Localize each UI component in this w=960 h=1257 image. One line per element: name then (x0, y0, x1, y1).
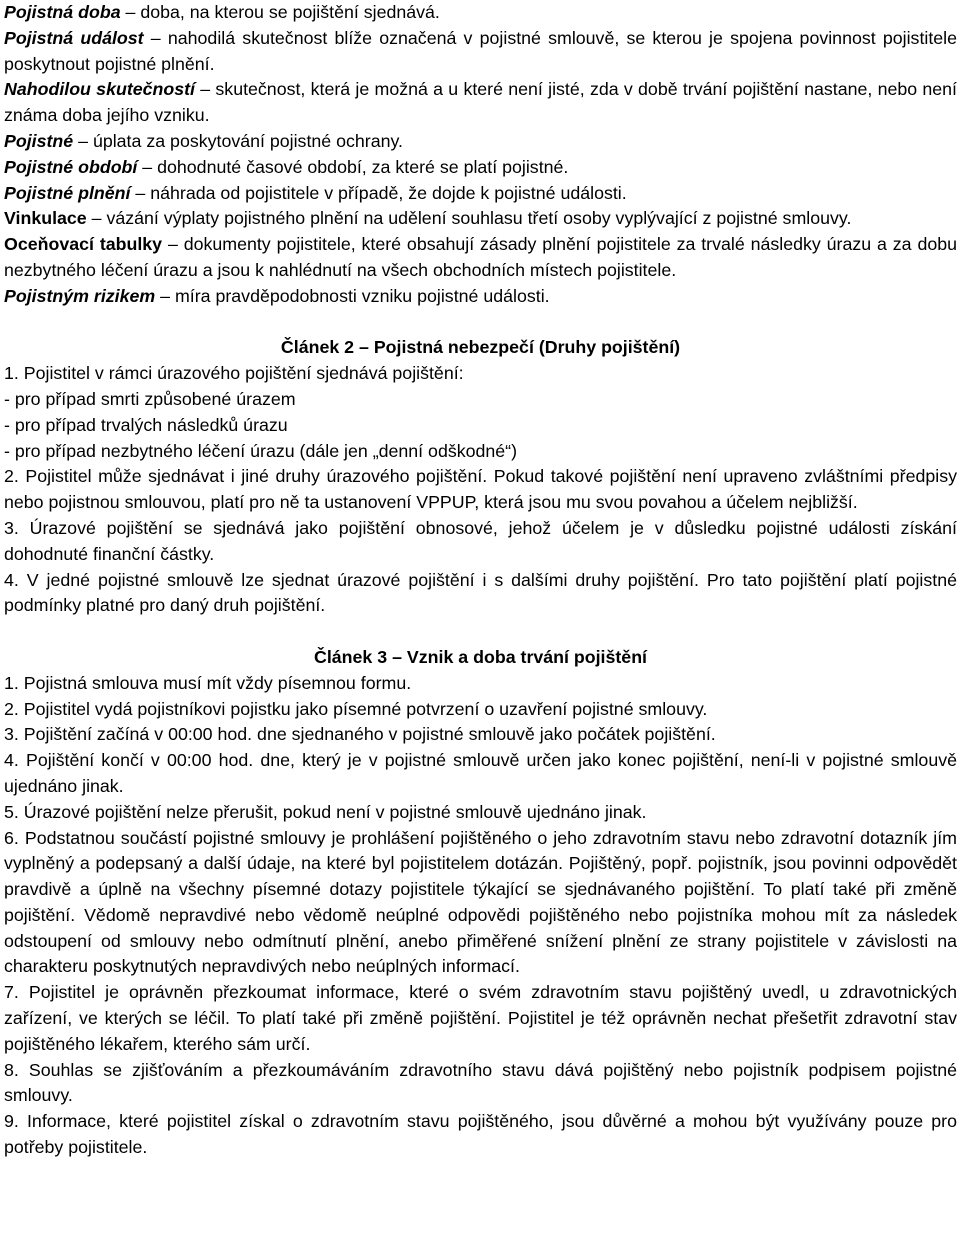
definition-item (4, 129, 957, 155)
article-paragraph: 7. Pojistitel je oprávněn přezkoumat informace, které o svém zdravotním stavu pojištěný uvedl, u zdravotnických zařízení, ve kterých se léčil. To platí také při změně pojištění. Pojistitel je též oprávněn nechat přešetřit zdravotní stav pojištěného lékařem, kterého sám určí. (4, 982, 957, 1054)
definition-item (4, 155, 957, 181)
definition-item (4, 206, 957, 232)
definition-text: – dohodnuté časové období, za které se platí pojistné. (137, 156, 569, 177)
definition-text: – náhrada od pojistitele v případě, že dojde k pojistné události. (130, 182, 627, 203)
article-paragraph: 9. Informace, které pojistitel získal o zdravotním stavu pojištěného, jsou důvěrné a mohou být využívány pouze pro potřeby pojistitele. (4, 1111, 957, 1158)
article-paragraph: 4. V jedné pojistné smlouvě lze sjednat úrazové pojištění i s dalšími druhy pojištění. Pro tato pojištění platí pojistné podmínky platné pro daný druh pojištění. (4, 569, 957, 616)
definition-item (4, 77, 957, 129)
article-paragraph: 2. Pojistitel může sjednávat i jiné druhy úrazového pojištění. Pokud takové pojištění není upraveno zvláštními předpisy nebo pojistnou smlouvou, platí pro ně ta ustanovení VPPUP, která jsou mu svou povahou a účelem nejbližší. (4, 466, 957, 513)
article-paragraph: 6. Podstatnou součástí pojistné smlouvy je prohlášení pojištěného o jeho zdravotním stavu nebo zdravotní dotazník jím vyplněný a podepsaný a další údaje, na které byl pojistitelem dotázán. Pojištěný, popř. pojistník, jsou povinni odpovědět pravdivě a úplně na všechny písemné dotazy pojistitele týkající se sjednávaného pojištění. To platí také při změně pojištění. Vědomě nepravdivé nebo vědomě neúplné odpovědi pojištěného nebo pojistníka mohou mít za následek odstoupení od smlouvy nebo odmítnutí plnění, anebo přiměřené snížení plnění ze strany pojistitele v závislosti na charakteru poskytnutých nepravdivých nebo neúplných informací. (4, 827, 957, 977)
definition-term: Pojistné (4, 130, 74, 151)
article-3-section (4, 645, 957, 1161)
definition-term: Pojistné období (4, 156, 138, 177)
definition-term: Oceňovací tabulky (4, 234, 163, 255)
definition-term: Pojistná doba (4, 2, 121, 22)
article-heading: Článek 3 – Vznik a doba trvání pojištění (314, 646, 647, 667)
article-paragraph: 3. Úrazové pojištění se sjednává jako pojištění obnosové, jehož účelem je v důsledku pojistné události získání dohodnuté finanční částky. (4, 517, 957, 564)
article-paragraph: 3. Pojištění začíná v 00:00 hod. dne sjednaného v pojistné smlouvě jako počátek pojištění. (4, 724, 716, 745)
article-paragraph: 1. Pojistitel v rámci úrazového pojištění sjednává pojištění: (4, 363, 464, 384)
definition-item (4, 284, 957, 310)
article-paragraph: 1. Pojistná smlouva musí mít vždy písemnou formu. (4, 672, 412, 693)
article-paragraph: 4. Pojištění končí v 00:00 hod. dne, který je v pojistné smlouvě určen jako konec pojištění, není-li v pojistné smlouvě ujednáno jinak. (4, 750, 957, 796)
definition-text: – doba, na kterou se pojištění sjednává. (120, 2, 440, 22)
definition-text: – skutečnost, která je možná a u které není jisté, zda v době trvání pojištění nastane, nebo není známa doba jejího vzniku. (4, 79, 957, 126)
definition-term: Pojistné plnění (4, 182, 131, 203)
definition-item (4, 232, 957, 284)
definition-item (4, 26, 957, 78)
definitions-section (4, 0, 957, 310)
definition-term: Nahodilou skutečností (4, 79, 195, 100)
definition-text: – nahodilá skutečnost blíže označená v pojistné smlouvě, se kterou je spojena povinnost pojistitele poskytnout pojistné plnění. (4, 27, 958, 74)
article-list-item: - pro případ trvalých následků úrazu (4, 414, 288, 435)
definition-item (4, 181, 957, 207)
definition-term: Pojistná událost (4, 27, 144, 48)
definition-text: – úplata za poskytování pojistné ochrany. (73, 130, 403, 151)
article-paragraph: 8. Souhlas se zjišťováním a přezkoumáváním zdravotního stavu dává pojištěný nebo pojistník podpisem pojistné smlouvy. (4, 1059, 957, 1106)
definition-item (4, 0, 957, 26)
definition-term: Vinkulace (4, 208, 87, 229)
article-list-item: - pro případ nezbytného léčení úrazu (dále jen „denní odškodné“) (4, 440, 518, 461)
article-paragraph: 5. Úrazové pojištění nelze přerušit, pokud není v pojistné smlouvě ujednáno jinak. (4, 801, 647, 822)
article-paragraph: 2. Pojistitel vydá pojistníkovi pojistku jako písemné potvrzení o uzavření pojistné smlouvy. (4, 698, 708, 719)
definition-text: – dokumenty pojistitele, které obsahují zásady plnění pojistitele za trvalé následky úrazu a za dobu nezbytného léčení úrazu a jsou k nahlédnutí na všech obchodních místech pojistitele. (4, 234, 957, 280)
article-list-item: - pro případ smrti způsobené úrazem (4, 388, 296, 409)
article-2-section (4, 335, 957, 619)
definition-term: Pojistným rizikem (4, 285, 156, 306)
article-heading: Článek 2 – Pojistná nebezpečí (Druhy pojištění) (280, 337, 681, 358)
definition-text: – míra pravděpodobnosti vzniku pojistné události. (155, 285, 550, 306)
definition-text: – vázání výplaty pojistného plnění na udělení souhlasu třetí osoby vyplývající z pojistné smlouvy. (86, 208, 852, 229)
